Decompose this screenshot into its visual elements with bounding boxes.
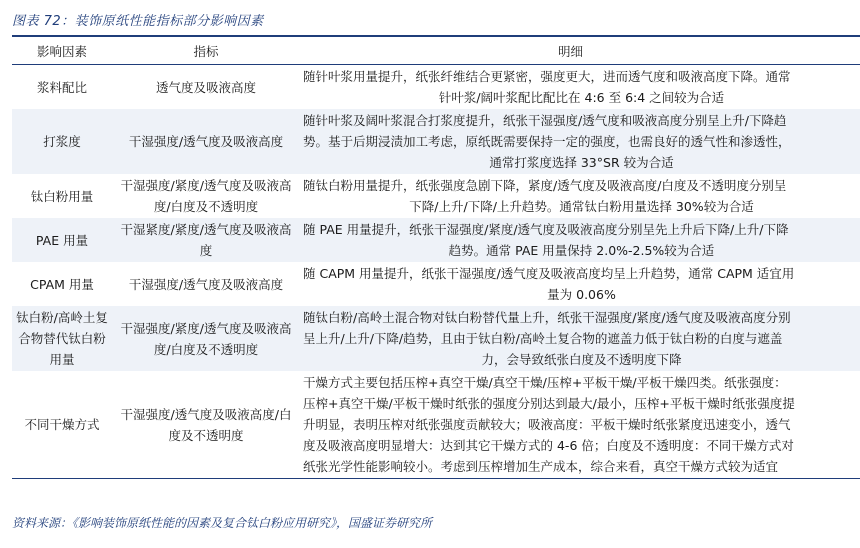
header-indicator: 指标 [112, 38, 300, 65]
detail-line: 下降/上升/下降/上升趋势。通常钛白粉用量选择 30%较为合适 [409, 199, 754, 214]
detail-cell [300, 371, 860, 479]
chart-title: 图表 72：装饰原纸性能指标部分影响因素 [12, 14, 264, 29]
source-note: 资料来源：《影响装饰原纸性能的因素及复合钛白粉应用研究》，国盛证券研究所 [12, 516, 433, 530]
detail-line: 升明显，表明压榨对纸张强度贡献较大；吸液高度：平板干燥时纸张紧度迅速变小，透气 [303, 417, 791, 432]
indicator-cell: 干湿强度/透气度及吸液高度/白度及不透明度 [112, 371, 300, 479]
detail-line: 针叶浆/阔叶浆配比配比在 4:6 至 6:4 之间较为合适 [438, 90, 725, 105]
detail-line: 通常打浆度选择 33°SR 较为合适 [489, 155, 674, 170]
factor-cell: 钛白粉用量 [30, 188, 94, 204]
detail-line: 纸张光学性能影响较小。考虑到压榨增加生产成本，综合来看，真空干燥方式较为适宜 [303, 459, 779, 474]
table-row [12, 262, 860, 306]
detail-line: 呈上升/上升/下降/趋势，且由于钛白粉/高岭土复合物的遮盖力低于钛白粉的白度与遮盖 [303, 331, 783, 346]
detail-line: 压榨+真空干燥/平板干燥时纸张的强度分别达到最大/最小，压榨+平板干燥时纸张强度提 [303, 396, 795, 411]
indicator-cell: 干湿强度/紧度/透气度及吸液高度/白度及不透明度 [120, 178, 292, 214]
factors-table [12, 38, 860, 479]
detail-line: 随 PAE 用量提升，纸张干湿强度/紧度/透气度及吸液高度分别呈先上升后下降/上升/下降 [303, 222, 789, 237]
indicator-cell: 透气度及吸液高度 [155, 79, 256, 95]
detail-line: 势。基于后期浸渍加工考虑，原纸既需要保持一定的强度，也需良好的透气性和渗透性， [303, 134, 791, 149]
table-row [12, 65, 860, 110]
header-detail: 明细 [300, 38, 860, 65]
indicator-cell: 干湿强度/紧度/透气度及吸液高度/白度及不透明度 [112, 306, 300, 371]
factor-cell: 不同干燥方式 [12, 371, 112, 479]
header-factor: 影响因素 [12, 38, 112, 65]
detail-line: 随钛白粉/高岭土混合物对钛白粉替代量上升，纸张干湿强度/紧度/透气度及吸液高度分别 [303, 310, 791, 325]
detail-line: 量为 0.06% [547, 287, 616, 302]
factor-cell: 钛白粉/高岭土复合物替代钛白粉用量 [12, 306, 112, 371]
detail-cell [300, 262, 860, 306]
table-row [12, 218, 860, 262]
factor-cell: 打浆度 [12, 109, 112, 174]
indicator-cell: 干湿紧度/紧度/透气度及吸液高度 [112, 218, 300, 262]
detail-cell [300, 109, 860, 174]
table-row [12, 174, 860, 218]
title-rule [12, 35, 860, 37]
detail-cell [300, 65, 860, 110]
indicator-cell: 干湿强度/透气度及吸液高度 [112, 109, 300, 174]
detail-line: 干燥方式主要包括压榨+真空干燥/真空干燥/压榨+平板干燥/平板干燥四类。纸张强度： [303, 375, 787, 390]
indicator-cell: 干湿强度/透气度及吸液高度 [128, 276, 284, 292]
header-row [12, 38, 860, 65]
detail-line: 随 CAPM 用量提升，纸张干湿强度/透气度及吸液高度均呈上升趋势，通常 CAPM 适宜用 [303, 266, 795, 281]
detail-cell [300, 218, 860, 262]
detail-line: 随针叶浆用量提升，纸张纤维结合更紧密，强度更大，进而透气度和吸液高度下降。通常 [303, 69, 791, 84]
detail-line: 随针叶浆及阔叶浆混合打浆度提升，纸张干湿强度/透气度和吸液高度分别呈上升/下降趋 [303, 113, 787, 128]
detail-line: 度及吸液高度明显增大：达到其它干燥方式的 4-6 倍；白度及不透明度：不同干燥方式对 [303, 438, 794, 453]
detail-line: 随钛白粉用量提升，纸张强度急剧下降，紧度/透气度及吸液高度/白度及不透明度分别呈 [303, 178, 787, 193]
table-row [12, 306, 860, 371]
detail-line: 趋势。通常 PAE 用量保持 2.0%-2.5%较为合适 [448, 243, 715, 258]
table-row [12, 371, 860, 479]
factor-cell: CPAM 用量 [30, 276, 94, 292]
detail-cell [300, 306, 860, 371]
factor-cell: PAE 用量 [12, 218, 112, 262]
detail-line: 力，会导致纸张白度及不透明度下降 [481, 352, 682, 367]
table-row [12, 109, 860, 174]
factor-cell: 浆料配比 [36, 79, 87, 95]
detail-cell [300, 174, 860, 218]
table-body [12, 65, 860, 479]
